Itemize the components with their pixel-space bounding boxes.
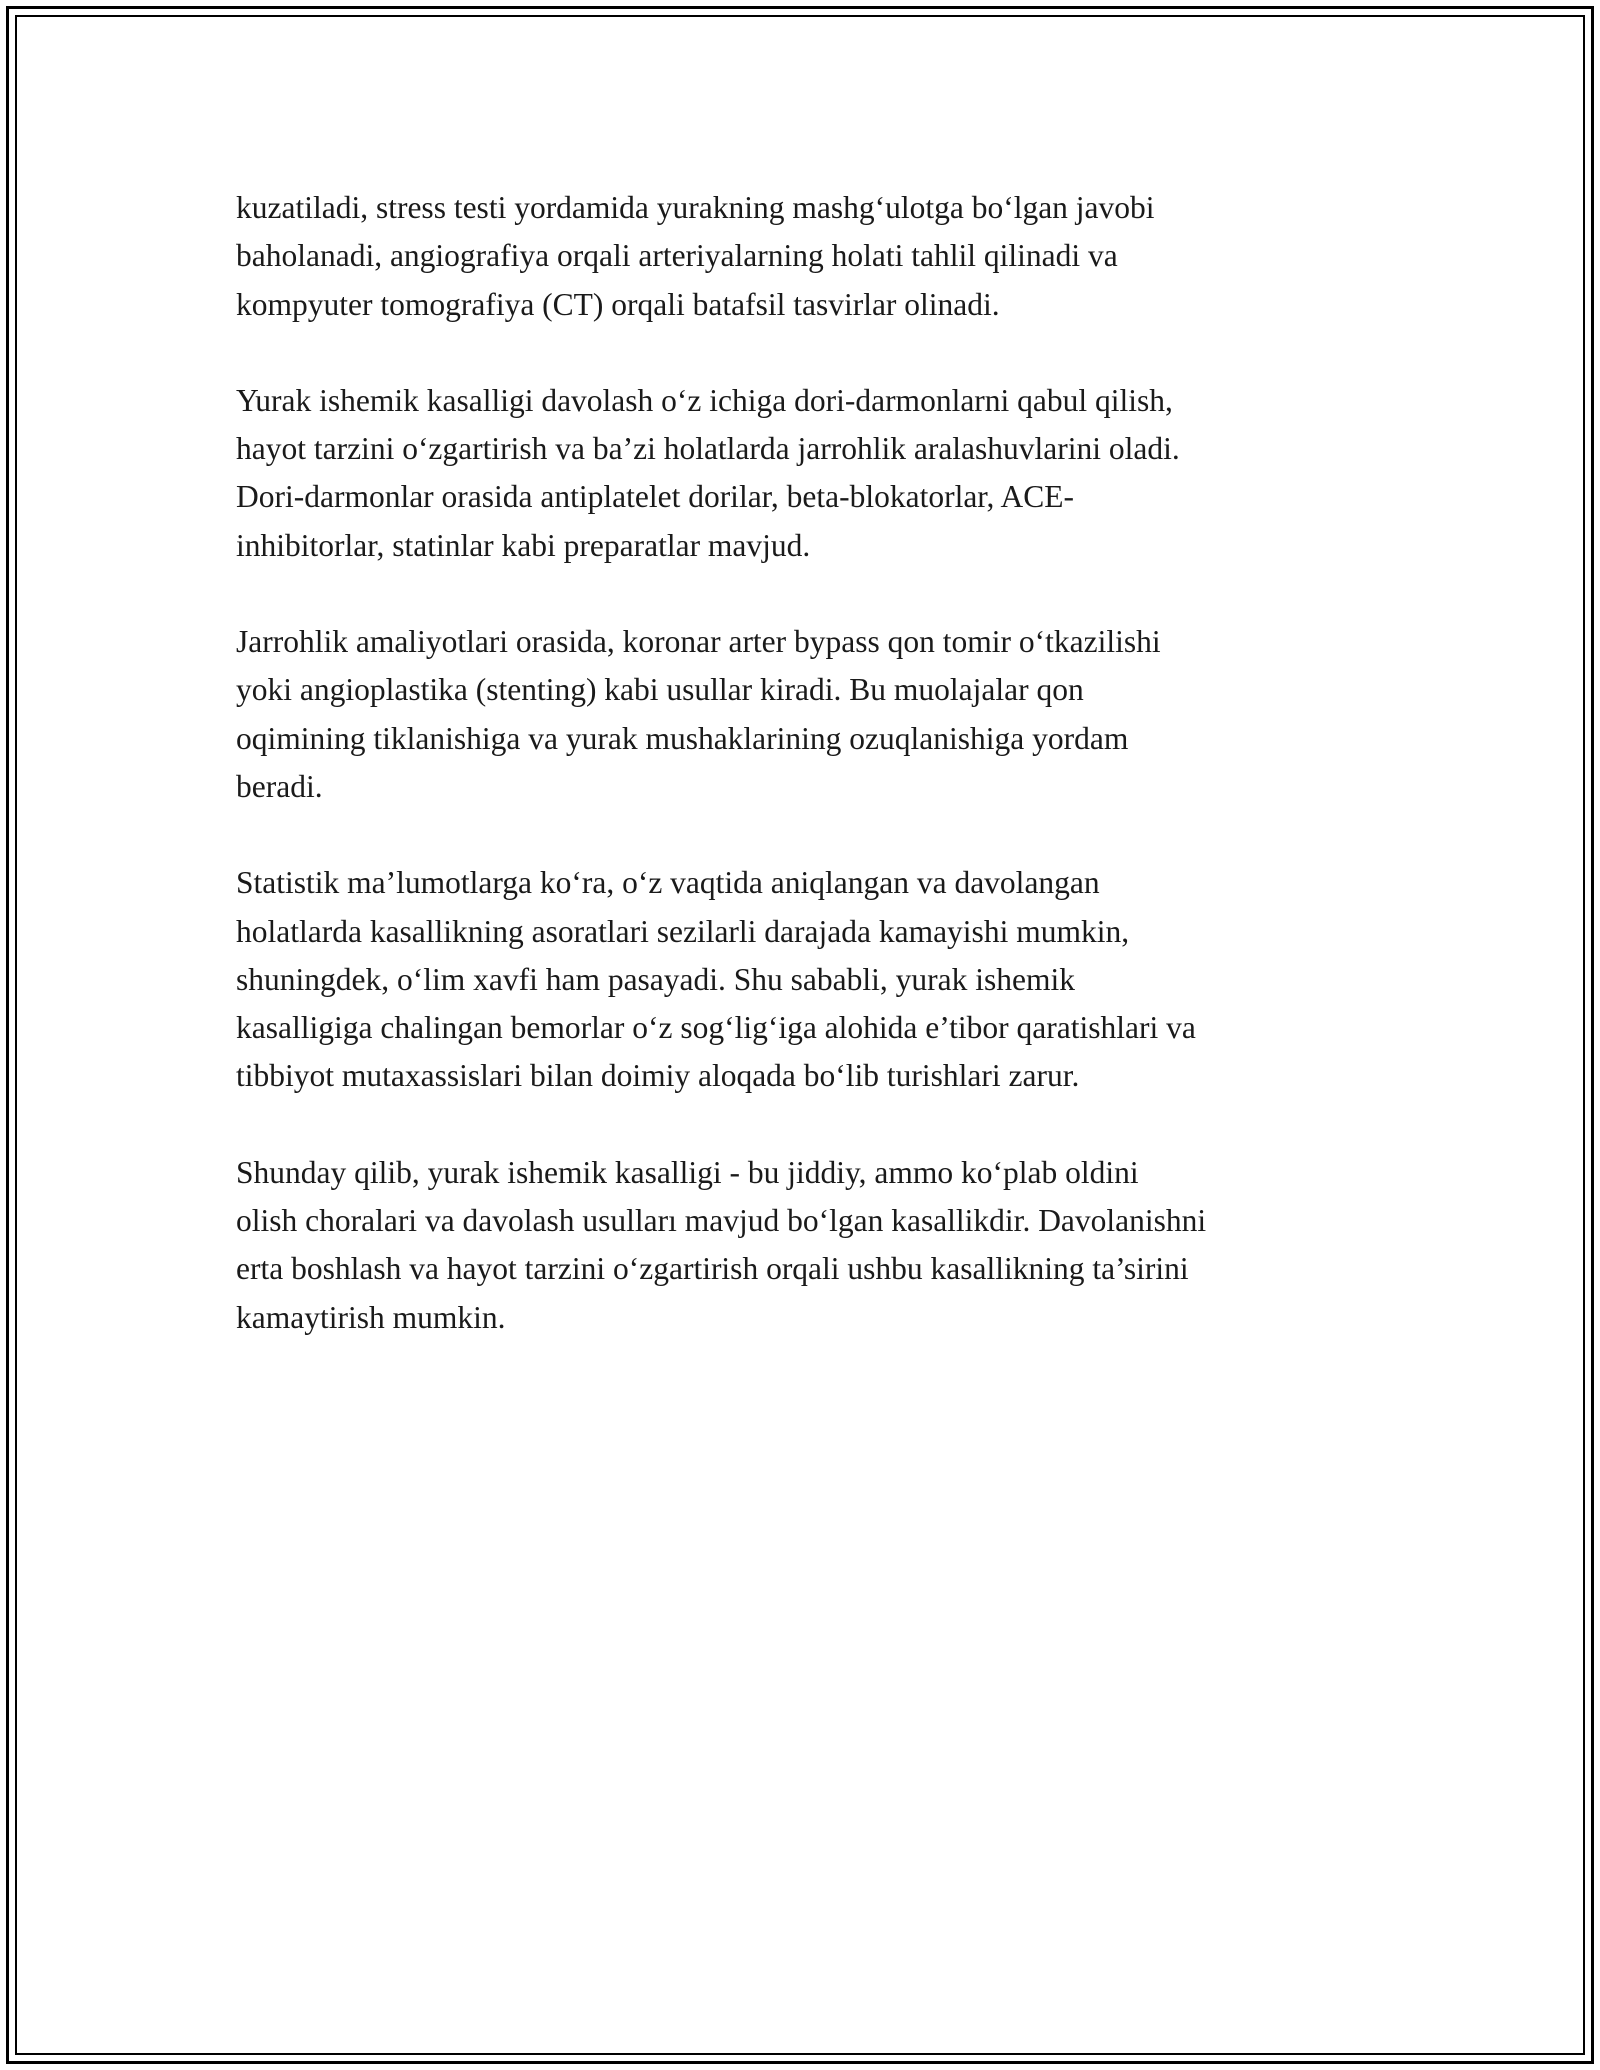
text-line: beradi. xyxy=(236,768,323,804)
text-line: Dori-darmonlar orasida antiplatelet dorilar, beta-blokatorlar, ACE- xyxy=(236,479,1075,515)
text-line: shuningdek, o‘lim xavfi ham pasayadi. Shu sababli, yurak ishemik xyxy=(236,961,1075,997)
paragraph-statistics xyxy=(236,859,1386,1100)
text-line: Statistik ma’lumotlarga ko‘ra, o‘z vaqtida aniqlangan va davolangan xyxy=(236,865,1100,901)
text-line: hayot tarzini o‘zgartirish va ba’zi holatlarda jarrohlik aralashuvlarini oladi. xyxy=(236,431,1180,467)
text-line: erta boshlash va hayot tarzini o‘zgartirish orqali ushbu kasallikning ta’sirini xyxy=(236,1251,1189,1287)
text-line: kasalligiga chalingan bemorlar o‘z sog‘lig‘iga alohida e’tibor qaratishlari va xyxy=(236,1010,1196,1046)
document-body xyxy=(236,184,1386,1390)
text-line: yoki angioplastika (stenting) kabi usullar kiradi. Bu muolajalar qon xyxy=(236,672,1084,708)
paragraph-treatment xyxy=(236,377,1386,570)
text-line: oqimining tiklanishiga va yurak mushaklarining ozuqlanishiga yordam xyxy=(236,720,1129,756)
text-line: baholanadi, angiografiya orqali arteriyalarning holati tahlil qilinadi va xyxy=(236,238,1118,274)
text-line: inhibitorlar, statinlar kabi preparatlar mavjud. xyxy=(236,527,811,563)
text-line: tibbiyot mutaxassislari bilan doimiy aloqada bo‘lib turishlari zarur. xyxy=(236,1058,1080,1094)
text-line: Shunday qilib, yurak ishemik kasalligi - bu jiddiy, ammo ko‘plab oldini xyxy=(236,1154,1139,1190)
text-line: Yurak ishemik kasalligi davolash o‘z ichiga dori-darmonlarni qabul qilish, xyxy=(236,382,1173,418)
text-line: Jarrohlik amaliyotlari orasida, koronar arter bypass qon tomir o‘tkazilishi xyxy=(236,624,1161,660)
text-line: kuzatiladi, stress testi yordamida yurakning mashg‘ulotga bo‘lgan javobi xyxy=(236,190,1155,225)
paragraph-surgery xyxy=(236,618,1386,811)
text-line: holatlarda kasallikning asoratlari sezilarli darajada kamayishi mumkin, xyxy=(236,913,1130,949)
paragraph-conclusion xyxy=(236,1149,1386,1342)
text-line: kamaytirish mumkin. xyxy=(236,1299,506,1335)
text-line: kompyuter tomografiya (CT) orqali batafsil tasvirlar olinadi. xyxy=(236,286,1000,322)
text-line: olish choralari va davolash usulları mavjud bo‘lgan kasallikdir. Davolanishni xyxy=(236,1203,1207,1239)
paragraph-diagnostics xyxy=(236,184,1386,329)
